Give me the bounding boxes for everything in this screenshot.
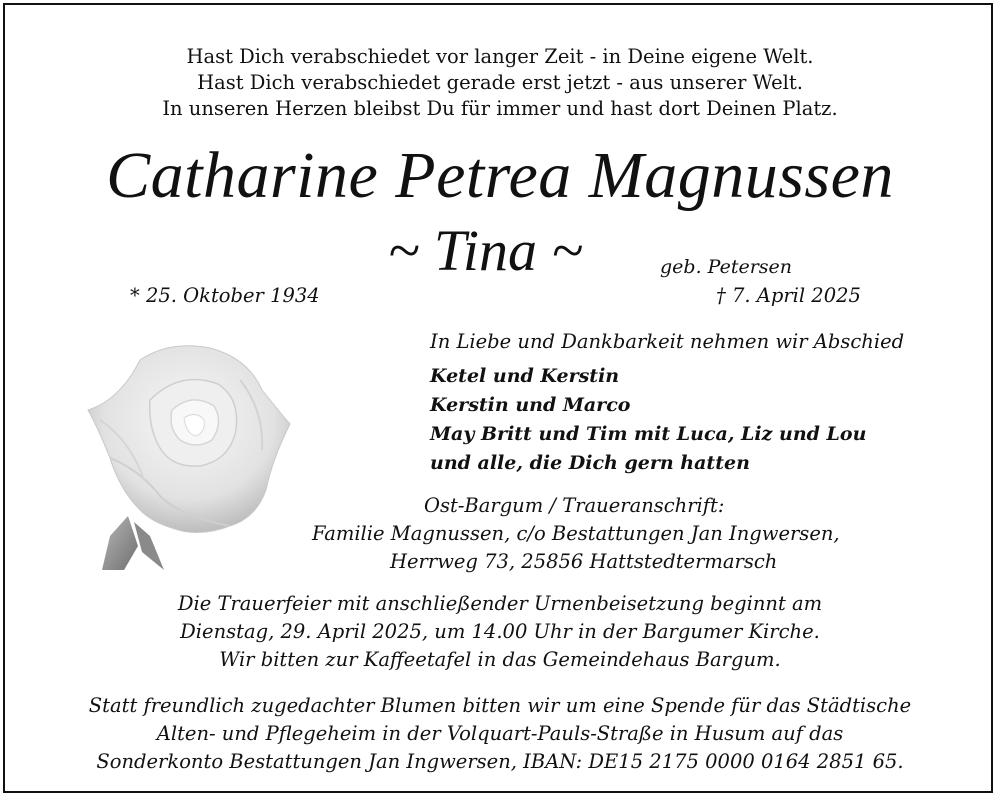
mourner-line: und alle, die Dich gern hatten [430, 452, 750, 474]
mourners-list [430, 362, 866, 478]
poem-line: Hast Dich verabschiedet gerade erst jetzt - aus unserer Welt. [197, 71, 803, 94]
poem-line: In unseren Herzen bleibst Du für immer und hast dort Deinen Platz. [162, 97, 838, 120]
address-line: Herrweg 73, 25856 Hattstedtermarsch [390, 550, 778, 573]
address-line: Ost-Bargum / Traueranschrift: [424, 494, 725, 517]
donation-info [0, 692, 1000, 776]
donation-line: Statt freundlich zugedachter Blumen bitten wir um eine Spende für das Städtische [88, 694, 912, 717]
deceased-nickname: ~ Tina ~ [388, 218, 583, 283]
address-line: Familie Magnussen, c/o Bestattungen Jan Ingwersen, [312, 522, 840, 545]
ceremony-line: Die Trauerfeier mit anschließender Urnenbeisetzung beginnt am [177, 592, 823, 615]
poem [0, 44, 1000, 122]
ceremony-line: Dienstag, 29. April 2025, um 14.00 Uhr in der Bargumer Kirche. [180, 620, 820, 643]
death-date: † 7. April 2025 [716, 284, 861, 307]
birth-name: geb. Petersen [660, 256, 793, 278]
deceased-name: Catharine Petrea Magnussen [106, 139, 894, 212]
donation-line: Sonderkonto Bestattungen Jan Ingwersen, IBAN: DE15 2175 0000 0164 2851 65. [96, 750, 904, 773]
birth-date: * 25. Oktober 1934 [130, 284, 320, 307]
poem-line: Hast Dich verabschiedet vor langer Zeit - in Deine eigene Welt. [186, 45, 814, 68]
mourner-line: Kerstin und Marco [430, 394, 631, 416]
ceremony-line: Wir bitten zur Kaffeetafel in das Gemeindehaus Bargum. [219, 648, 781, 671]
farewell-intro: In Liebe und Dankbarkeit nehmen wir Abschied [430, 330, 905, 353]
mourner-line: Ketel und Kerstin [430, 365, 620, 387]
mourner-line: May Britt und Tim mit Luca, Liz und Lou [430, 423, 867, 445]
mourning-address [0, 492, 1000, 576]
donation-line: Alten- und Pflegeheim in der Volquart-Pauls-Straße in Husum auf das [156, 722, 844, 745]
ceremony-info [0, 590, 1000, 674]
